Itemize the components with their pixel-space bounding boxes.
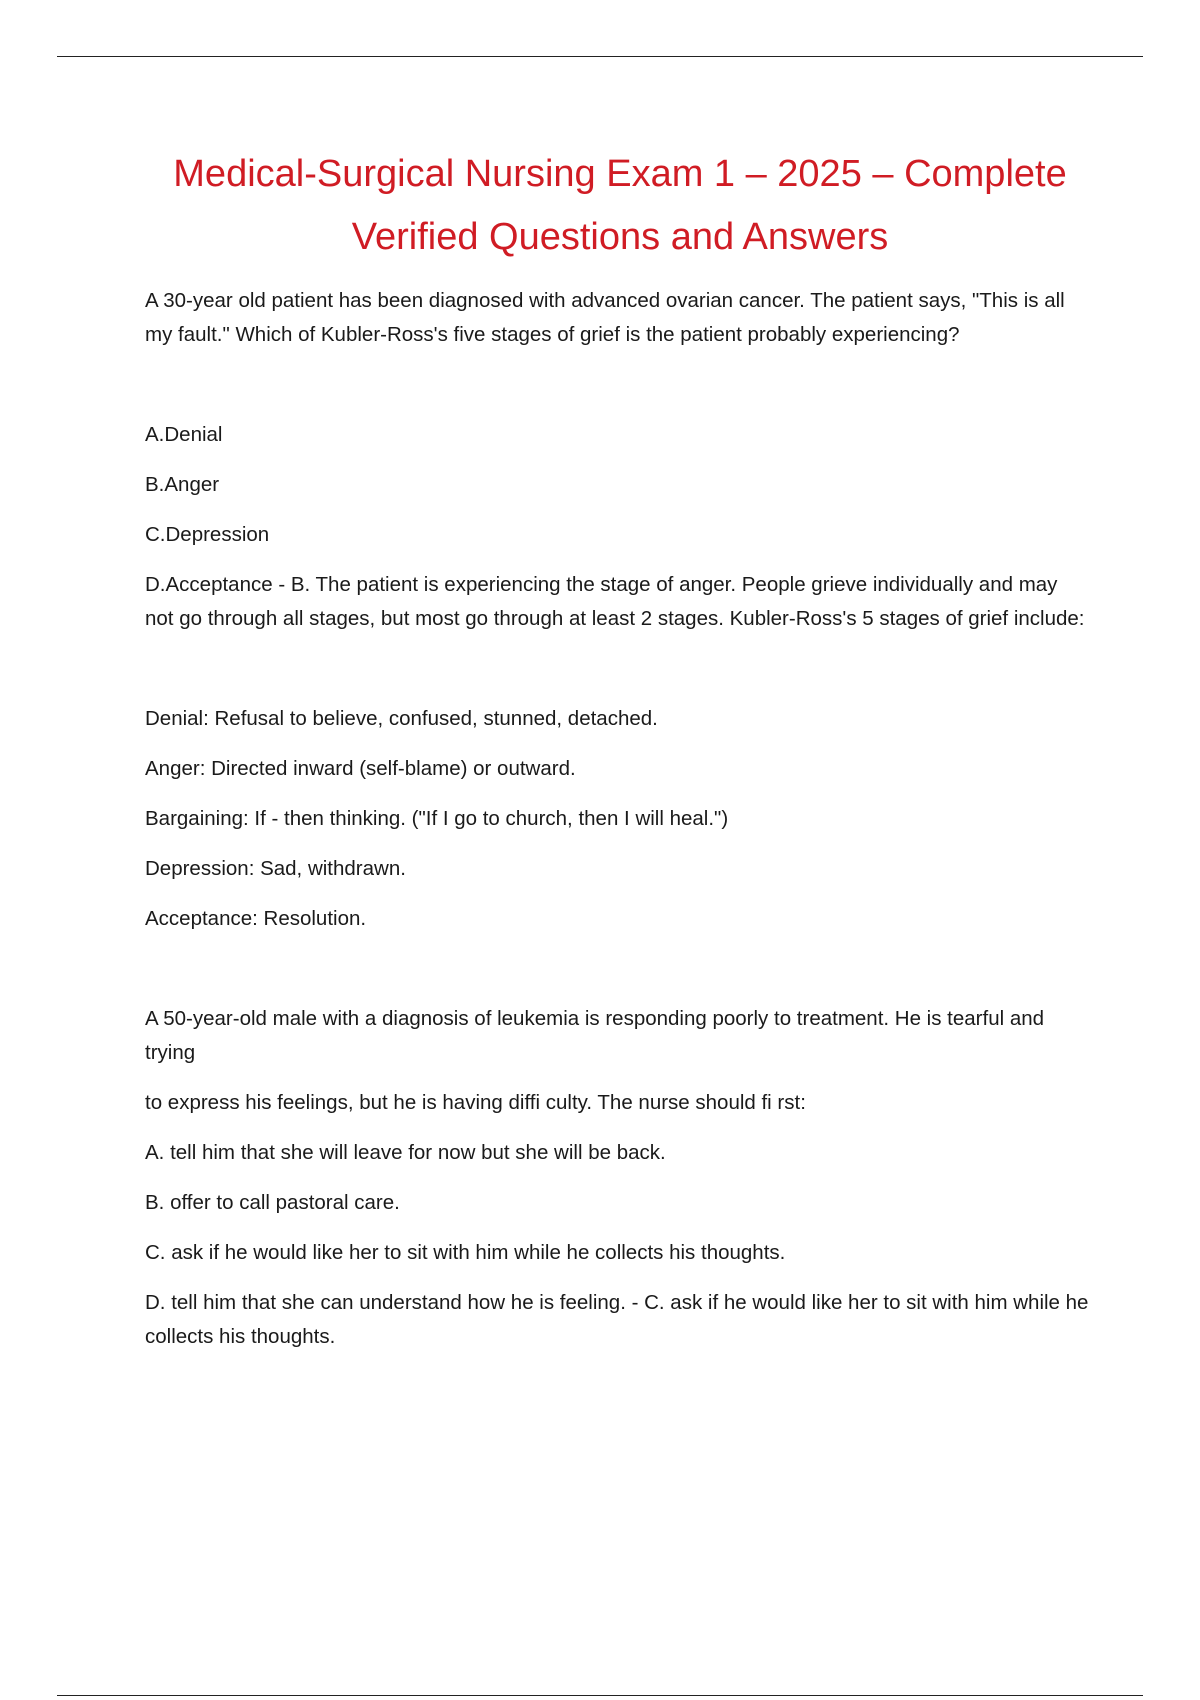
question-1-option-c: C.Depression xyxy=(145,523,270,546)
question-2-option-d-answer: D. tell him that she can understand how he is feeling. - C. ask if he would like her to sit with him while he collects his thoughts. xyxy=(145,1291,1089,1348)
question-2-option-a: A. tell him that she will leave for now but she will be back. xyxy=(145,1141,666,1164)
grief-stage-denial: Denial: Refusal to believe, confused, stunned, detached. xyxy=(145,707,658,730)
question-1-option-b: B.Anger xyxy=(145,473,220,496)
grief-stage-depression: Depression: Sad, withdrawn. xyxy=(145,857,406,880)
question-2-option-c: C. ask if he would like her to sit with him while he collects his thoughts. xyxy=(145,1241,786,1264)
grief-stage-bargaining: Bargaining: If - then thinking. ("If I go to church, then I will heal.") xyxy=(145,807,729,830)
grief-stage-anger: Anger: Directed inward (self-blame) or outward. xyxy=(145,757,576,780)
question-1-stem: A 30-year old patient has been diagnosed with advanced ovarian cancer. The patient says, "This is all my fault." Which of Kubler-Ross's five stages of grief is the patient probably experiencing? xyxy=(145,289,1065,346)
top-divider xyxy=(57,56,1143,57)
grief-stage-acceptance: Acceptance: Resolution. xyxy=(145,907,367,930)
title-line-2: Verified Questions and Answers xyxy=(351,216,889,258)
question-2-option-b: B. offer to call pastoral care. xyxy=(145,1191,400,1214)
document-body xyxy=(145,284,1090,1354)
question-1-option-d-answer: D.Acceptance - B. The patient is experiencing the stage of anger. People grieve individually and may not go through all stages, but most go through at least 2 stages. Kubler-Ross's 5 stages of grief include: xyxy=(145,573,1085,630)
question-2-stem-part-2: to express his feelings, but he is having diffi culty. The nurse should fi rst: xyxy=(145,1091,806,1114)
question-2-stem-part-1: A 50-year-old male with a diagnosis of leukemia is responding poorly to treatment. He is tearful and trying xyxy=(145,1007,1045,1064)
document-title xyxy=(140,143,1100,269)
bottom-divider xyxy=(57,1695,1143,1696)
question-1-option-a: A.Denial xyxy=(145,423,223,446)
title-line-1: Medical-Surgical Nursing Exam 1 – 2025 – Complete xyxy=(173,153,1067,195)
